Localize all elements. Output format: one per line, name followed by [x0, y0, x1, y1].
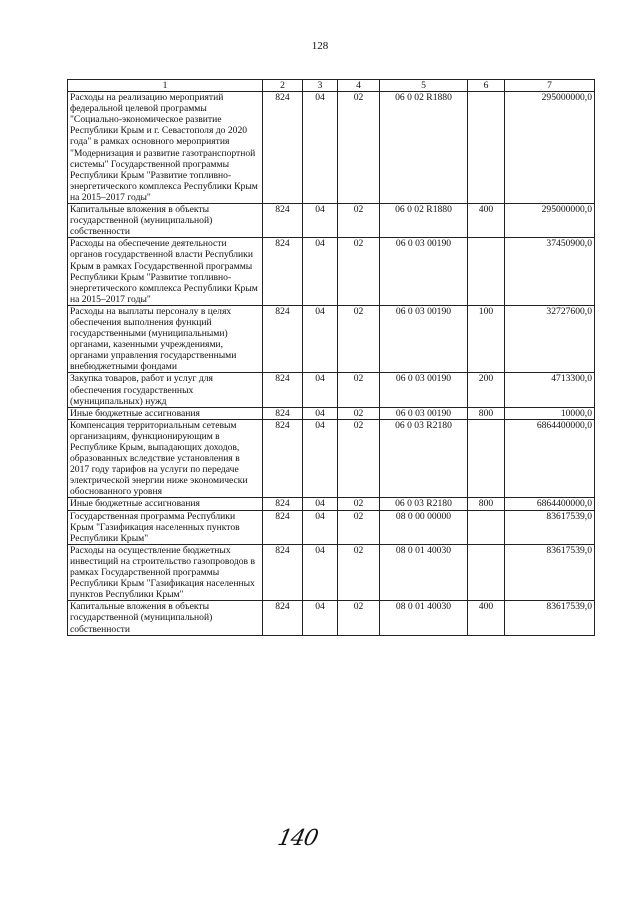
expense-name: Капитальные вложения в объекты государственной (муниципальной) собственности: [68, 601, 263, 635]
amount: 37450900,0: [505, 238, 595, 306]
table-row: [68, 419, 595, 498]
expense-name: Иные бюджетные ассигнования: [68, 498, 263, 510]
table-row: [68, 238, 595, 306]
amount: 10000,0: [505, 407, 595, 419]
ministry-code: 824: [263, 601, 303, 635]
amount: 295000000,0: [505, 92, 595, 204]
subsection-code: 02: [338, 92, 380, 204]
target-article-code: 06 0 03 00190: [380, 305, 468, 373]
expense-type-code: 800: [468, 407, 505, 419]
ministry-code: 824: [263, 204, 303, 238]
target-article-code: 06 0 03 00190: [380, 238, 468, 306]
subsection-code: 02: [338, 601, 380, 635]
ministry-code: 824: [263, 238, 303, 306]
table-row: [68, 510, 595, 544]
column-header: 5: [380, 80, 468, 92]
amount: 32727600,0: [505, 305, 595, 373]
target-article-code: 06 0 02 R1880: [380, 204, 468, 238]
page-number: 128: [311, 40, 329, 52]
target-article-code: 08 0 01 40030: [380, 544, 468, 600]
subsection-code: 02: [338, 238, 380, 306]
expense-name: Закупка товаров, работ и услуг для обеспечения государственных (муниципальных) нужд: [68, 373, 263, 407]
amount: 83617539,0: [505, 510, 595, 544]
table-row: [68, 407, 595, 419]
header-row: [68, 80, 595, 92]
expense-name: Государственная программа Республики Крым "Газификация населенных пунктов Республики Крым": [68, 510, 263, 544]
ministry-code: 824: [263, 544, 303, 600]
column-header: 6: [468, 80, 505, 92]
ministry-code: 824: [263, 510, 303, 544]
section-code: 04: [303, 544, 338, 600]
section-code: 04: [303, 238, 338, 306]
amount: 6864400000,0: [505, 419, 595, 498]
target-article-code: 08 0 00 00000: [380, 510, 468, 544]
table-row: [68, 601, 595, 635]
ministry-code: 824: [263, 92, 303, 204]
expense-name: Иные бюджетные ассигнования: [68, 407, 263, 419]
column-header: 1: [68, 80, 263, 92]
table-row: [68, 544, 595, 600]
expense-name: Компенсация территориальным сетевым организациям, функционирующим в Республике Крым, выпадающих доходов, образованных вследствие установления в 2017 году тарифов на услуги по передаче электрической энергии ниже экономически обоснованного уровня: [68, 419, 263, 498]
expense-name: Капитальные вложения в объекты государственной (муниципальной) собственности: [68, 204, 263, 238]
amount: 83617539,0: [505, 544, 595, 600]
section-code: 04: [303, 373, 338, 407]
subsection-code: 02: [338, 373, 380, 407]
expense-name: Расходы на выплаты персоналу в целях обеспечения выполнения функций государственными (муниципальными) органами, казенными учреждениями, органами управления государственными внебюджетными фондами: [68, 305, 263, 373]
expense-name: Расходы на обеспечение деятельности органов государственной власти Республики Крым в рамках Государственной программы Республики Крым "Развитие топливно-энергетического комплекса Республики Крым на 2015–2017 годы": [68, 238, 263, 306]
ministry-code: 824: [263, 498, 303, 510]
section-code: 04: [303, 407, 338, 419]
budget-table: [67, 79, 595, 636]
expense-name: Расходы на реализацию мероприятий федеральной целевой программы "Социально-экономическое развитие Республики Крым и г. Севастополя до 2020 года" в рамках основного мероприятия "Модернизация и развитие газотранспортной системы" Государственной программы Республики Крым "Развитие топливно-энергетического комплекса Республики Крым на 2015–2017 годы": [68, 92, 263, 204]
column-header: 3: [303, 80, 338, 92]
subsection-code: 02: [338, 305, 380, 373]
subsection-code: 02: [338, 510, 380, 544]
section-code: 04: [303, 204, 338, 238]
expense-type-code: [468, 92, 505, 204]
section-code: 04: [303, 601, 338, 635]
ministry-code: 824: [263, 407, 303, 419]
subsection-code: 02: [338, 204, 380, 238]
table-row: [68, 92, 595, 204]
subsection-code: 02: [338, 544, 380, 600]
target-article-code: 06 0 03 R2180: [380, 419, 468, 498]
ministry-code: 824: [263, 373, 303, 407]
ministry-code: 824: [263, 419, 303, 498]
subsection-code: 02: [338, 407, 380, 419]
target-article-code: 08 0 01 40030: [380, 601, 468, 635]
amount: 6864400000,0: [505, 498, 595, 510]
target-article-code: 06 0 02 R1880: [380, 92, 468, 204]
column-header: 4: [338, 80, 380, 92]
subsection-code: 02: [338, 498, 380, 510]
expense-name: Расходы на осуществление бюджетных инвестиций на строительство газопроводов в рамках Государственной программы Республики Крым "Газификация населенных пунктов Республики Крым": [68, 544, 263, 600]
ministry-code: 824: [263, 305, 303, 373]
section-code: 04: [303, 305, 338, 373]
expense-type-code: [468, 238, 505, 306]
expense-type-code: 100: [468, 305, 505, 373]
expense-type-code: [468, 419, 505, 498]
target-article-code: 06 0 03 00190: [380, 373, 468, 407]
table-row: [68, 373, 595, 407]
target-article-code: 06 0 03 00190: [380, 407, 468, 419]
handwritten-page-mark: 140: [275, 826, 320, 851]
section-code: 04: [303, 498, 338, 510]
amount: 295000000,0: [505, 204, 595, 238]
amount: 4713300,0: [505, 373, 595, 407]
amount: 83617539,0: [505, 601, 595, 635]
expense-type-code: 400: [468, 204, 505, 238]
expense-type-code: 800: [468, 498, 505, 510]
column-header: 2: [263, 80, 303, 92]
subsection-code: 02: [338, 419, 380, 498]
table-row: [68, 204, 595, 238]
table-row: [68, 305, 595, 373]
section-code: 04: [303, 419, 338, 498]
table-row: [68, 498, 595, 510]
expense-type-code: [468, 544, 505, 600]
section-code: 04: [303, 510, 338, 544]
expense-type-code: [468, 510, 505, 544]
column-header: 7: [505, 80, 595, 92]
expense-type-code: 200: [468, 373, 505, 407]
expense-type-code: 400: [468, 601, 505, 635]
target-article-code: 06 0 03 R2180: [380, 498, 468, 510]
section-code: 04: [303, 92, 338, 204]
